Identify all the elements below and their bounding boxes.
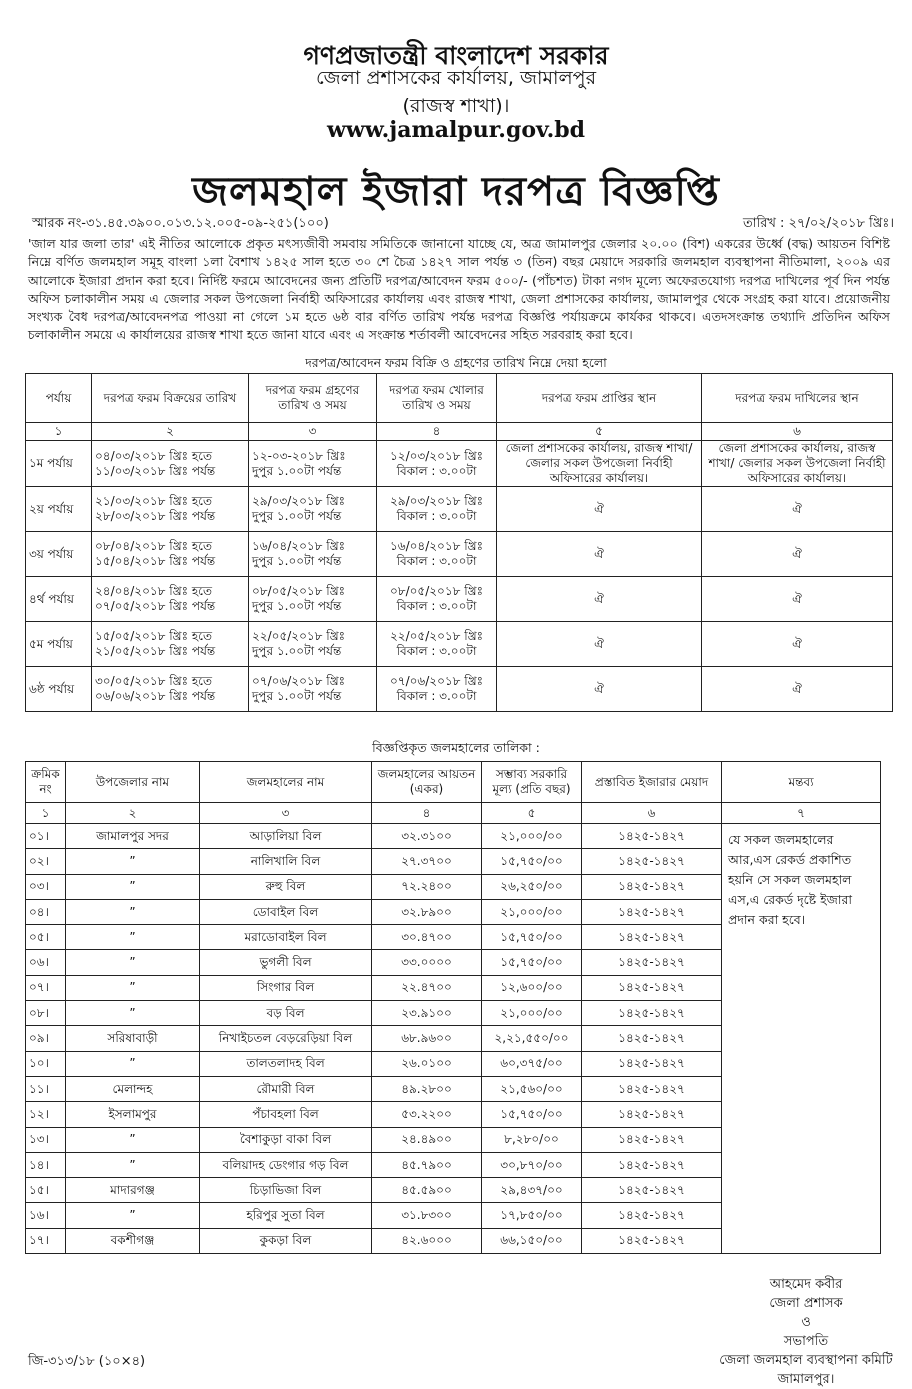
jalmahal-name-cell: ভুগলী বিল (200, 950, 372, 975)
term-cell: ১৪২৫-১৪২৭ (582, 849, 722, 874)
notice-date: তারিখ : ২৭/০২/২০১৮ খ্রিঃ। (742, 216, 894, 231)
term-cell: ১৪২৫-১৪২৭ (582, 1228, 722, 1253)
signatory-name: আহমেদ কবীর (769, 1277, 843, 1292)
area-cell: ৪৫.৭৯০০ (372, 1152, 482, 1177)
term-cell: ১৪২৫-১৪২৭ (582, 1001, 722, 1026)
term-cell: ১৪২৫-১৪২৭ (582, 824, 722, 849)
serial-cell: ০৩। (26, 874, 66, 899)
notice-paragraph: 'জাল যার জলা তার' এই নীতির আলোকে প্রকৃত মৎস্যজীবী সমবায় সমিতিকে জানানো যাচ্ছে যে, অত্র জামালপুর জেলার ২০.০০ (বিশ) একরের উর্ধ্বে (বদ্ধ) আয়তন বিশিষ্ট নিম্নে বর্ণিত জলমহাল সমূহ বাংলা ১লা বৈশাখ ১৪২৫ সাল হতে ৩০ শে চৈত্র ১৪২৭ সাল পর্যন্ত ৩ (তিন) বছর মেয়াদে সরকারি জলমহাল ব্যবস্থাপনা নীতিমালা, ২০০৯ এর আলোকে ইজারা প্রদান করা হবে। নির্দিষ্ট ফরমে আবেদনের জন্য প্রতিটি দরপত্র/আবেদন ফরম ৫০০/- (পাঁচশত) টাকা নগদ মূল্যে অফেরতযোগ্য দরপত্র দাখিলের পূর্ব দিন পর্যন্ত অফিস চলাকালীন সময় এ জেলার সকল উপজেলা নির্বাহী অফিসারের কার্যালয় এবং রাজস্ব শাখা, জেলা প্রশাসকের কার্যালয়, জামালপুর থেকে সংগ্রহ করা যাবে। প্রয়োজনীয় সংখ্যক বৈধ দরপত্র/আবেদনপত্র পাওয়া না গেলে ১ম হতে ৬ষ্ঠ বার বর্ণিত তারিখ পর্যন্ত দরপত্র বিজ্ঞপ্তি পর্যায়ক্রমে কার্যকর থাকবে। এতদসংক্রান্ত তথ্যাদি প্রতিদিন অফিস চলাকালীন সময়ে এ কার্যালয়ের রাজস্ব শাখা হতে জানা যাবে এবং এ সংক্রান্ত শর্তাবলী আবেদনের সহিত সরবরাহ করা হবে। (28, 236, 890, 343)
schedule-header: দরপত্র ফরম প্রাপ্তির স্থান (497, 374, 702, 423)
sale-date-cell (92, 487, 249, 532)
open-date: ২২/০৫/২০১৮ খ্রিঃ (389, 629, 484, 643)
area-cell: ২৩.৯১০০ (372, 1001, 482, 1026)
receive-date-cell (249, 487, 377, 532)
serial-cell: ০৮। (26, 1001, 66, 1026)
sale-date-to: ২১/০৫/২০১৮ খ্রিঃ পর্যন্ত (95, 644, 216, 658)
area-cell: ৩৩.০০০০ (372, 950, 482, 975)
form-submit-place: ঐ (702, 532, 893, 577)
schedule-table (25, 373, 893, 712)
serial-cell: ১১। (26, 1076, 66, 1101)
jalmahal-header: সম্ভাব্য সরকারি মূল্য (প্রতি বছর) (482, 762, 582, 803)
column-number: ৫ (497, 423, 702, 441)
term-cell: ১৪২৫-১৪২৭ (582, 899, 722, 924)
jalmahal-header: ক্রমিক নং (26, 762, 66, 803)
area-cell: ২৭.৩৭০০ (372, 849, 482, 874)
column-number: ২ (92, 423, 249, 441)
open-time: বিকাল : ৩.০০টা (396, 644, 477, 658)
office-name: জেলা প্রশাসকের কার্যালয়, জামালপুর (315, 67, 597, 89)
term-cell: ১৪২৫-১৪২৭ (582, 1026, 722, 1051)
open-date: ১২/০৩/২০১৮ খ্রিঃ (389, 448, 484, 463)
sale-date-to: ০৬/০৬/২০১৮ খ্রিঃ পর্যন্ত (95, 689, 216, 703)
receive-time: দুপুর ১.০০টা পর্যন্ত (252, 463, 342, 478)
upazila-cell: বকশীগঞ্জ (66, 1228, 200, 1253)
term-cell: ১৪২৫-১৪২৭ (582, 874, 722, 899)
form-submit-place: ঐ (702, 487, 893, 532)
receive-date-cell (249, 667, 377, 712)
column-number: ১ (26, 803, 66, 824)
upazila-cell: ” (66, 1051, 200, 1076)
jalmahal-name-cell: চিড়াভিজা বিল (200, 1178, 372, 1203)
area-cell: ৪২.৬০০০ (372, 1228, 482, 1253)
upazila-cell: ” (66, 1152, 200, 1177)
receive-date: ০৮/০৫/২০১৮ খ্রিঃ (252, 584, 346, 598)
sale-date-from: ২১/০৩/২০১৮ খ্রিঃ হতে (95, 494, 212, 508)
serial-cell: ০১। (26, 824, 66, 849)
term-cell: ১৪২৫-১৪২৭ (582, 975, 722, 1000)
table-row (26, 824, 881, 849)
area-cell: ৬৮.৯৬০০ (372, 1026, 482, 1051)
schedule-header: দরপত্র ফরম খোলার তারিখ ও সময় (377, 374, 497, 423)
upazila-cell: ” (66, 1001, 200, 1026)
receive-date: ২২/০৫/২০১৮ খ্রিঃ (252, 629, 346, 643)
schedule-row (26, 441, 893, 487)
price-cell: ৩০,৮৭০/০০ (482, 1152, 582, 1177)
open-date-cell (377, 487, 497, 532)
upazila-cell: ” (66, 925, 200, 950)
form-submit-place: ঐ (702, 667, 893, 712)
jalmahal-name-cell: পঁচাবহলা বিল (200, 1102, 372, 1127)
open-date-cell (377, 667, 497, 712)
upazila-cell: ইসলামপুর (66, 1102, 200, 1127)
term-cell: ১৪২৫-১৪২৭ (582, 1076, 722, 1101)
website-link[interactable]: www.jamalpur.gov.bd (326, 117, 586, 143)
form-get-place: ঐ (497, 532, 702, 577)
upazila-cell: মেলান্দহ (66, 1076, 200, 1101)
open-time: বিকাল : ৩.০০টা (396, 599, 477, 613)
schedule-header: দরপত্র ফরম দাখিলের স্থান (702, 374, 893, 423)
open-date-cell (377, 622, 497, 667)
price-cell: ২,২১,৫৫০/০০ (482, 1026, 582, 1051)
government-title: গণপ্রজাতন্ত্রী বাংলাদেশ সরকার (303, 41, 609, 70)
open-time: বিকাল : ৩.০০টা (396, 509, 477, 523)
upazila-cell: ” (66, 975, 200, 1000)
form-submit-place: ঐ (702, 577, 893, 622)
sale-date-from: ০৪/০৩/২০১৮ খ্রিঃ হতে (95, 448, 212, 463)
open-date: ০৮/০৫/২০১৮ খ্রিঃ (389, 584, 483, 598)
area-cell: ২৪.৪৯০০ (372, 1127, 482, 1152)
schedule-row (26, 532, 893, 577)
schedule-row (26, 487, 893, 532)
open-date: ২৯/০৩/২০১৮ খ্রিঃ (389, 494, 484, 508)
column-number: ৪ (372, 803, 482, 824)
serial-cell: ১৩। (26, 1127, 66, 1152)
upazila-cell: ” (66, 1127, 200, 1152)
open-time: বিকাল : ৩.০০টা (396, 689, 477, 703)
jalmahal-list-title: বিজ্ঞপ্তিকৃত জলমহালের তালিকা : (372, 740, 540, 755)
area-cell: ৪৯.২৮০০ (372, 1076, 482, 1101)
column-number: ৩ (200, 803, 372, 824)
sale-date-to: ১১/০৩/২০১৮ খ্রিঃ পর্যন্ত (95, 463, 216, 478)
form-get-place: ঐ (497, 577, 702, 622)
jalmahal-header: প্রস্তাবিত ইজারার মেয়াদ (582, 762, 722, 803)
signatory-place: জামালপুর। (777, 1372, 835, 1387)
sale-date-from: ২৪/০৪/২০১৮ খ্রিঃ হতে (95, 584, 212, 598)
sale-date-to: ০৭/০৫/২০১৮ খ্রিঃ পর্যন্ত (95, 599, 216, 613)
price-cell: ১৫,৭৫০/০০ (482, 849, 582, 874)
section-name: (রাজস্ব শাখা)। (402, 95, 510, 117)
jalmahal-header: মন্তব্য (722, 762, 881, 803)
phase-cell: ১ম পর্যায় (26, 441, 92, 487)
upazila-cell: সরিষাবাড়ী (66, 1026, 200, 1051)
form-get-place: ঐ (497, 622, 702, 667)
jalmahal-name-cell: রৌমারী বিল (200, 1076, 372, 1101)
jalmahal-rows (26, 824, 881, 1254)
jalmahal-name-cell: মরাডোবাইল বিল (200, 925, 372, 950)
area-cell: ৩১.৮৩০০ (372, 1203, 482, 1228)
signatory-designation: জেলা প্রশাসক (769, 1296, 843, 1311)
price-cell: ৬৬,১৫০/০০ (482, 1228, 582, 1253)
jalmahal-name-cell: নিখাইচতল বেড়রেড়িয়া বিল (200, 1026, 372, 1051)
open-time: বিকাল : ৩.০০টা (396, 463, 477, 478)
term-cell: ১৪২৫-১৪২৭ (582, 1127, 722, 1152)
serial-cell: ০২। (26, 849, 66, 874)
upazila-cell: ” (66, 874, 200, 899)
jalmahal-name-cell: বড় বিল (200, 1001, 372, 1026)
jalmahal-name-cell: সিংগার বিল (200, 975, 372, 1000)
price-cell: ৬০,৩৭৫/০০ (482, 1051, 582, 1076)
receive-date-cell (249, 577, 377, 622)
form-submit-place: ঐ (702, 622, 893, 667)
price-cell: ২১,০০০/০০ (482, 899, 582, 924)
area-cell: ৩২.৮৯০০ (372, 899, 482, 924)
sale-date-to: ১৫/০৪/২০১৮ খ্রিঃ পর্যন্ত (95, 554, 216, 568)
area-cell: ৩০.৪৭০০ (372, 925, 482, 950)
serial-cell: ১০। (26, 1051, 66, 1076)
schedule-title: দরপত্র/আবেদন ফরম বিক্রি ও গ্রহণের তারিখ নিম্নে দেয়া হলো (305, 355, 607, 370)
sale-date-cell (92, 532, 249, 577)
phase-cell: ৬ষ্ঠ পর্যায় (26, 667, 92, 712)
serial-cell: ১৭। (26, 1228, 66, 1253)
form-get-place: ঐ (497, 487, 702, 532)
phase-cell: ৪র্থ পর্যায় (26, 577, 92, 622)
upazila-cell: ” (66, 849, 200, 874)
signatory-and: ও (801, 1315, 811, 1330)
upazila-cell: ” (66, 1203, 200, 1228)
jalmahal-name-cell: রুহু বিল (200, 874, 372, 899)
receive-date-cell (249, 441, 377, 487)
notice-title: জলমহাল ইজারা দরপত্র বিজ্ঞপ্তি (192, 169, 720, 215)
price-cell: ২৯,৪৩৭/০০ (482, 1178, 582, 1203)
upazila-cell: ” (66, 950, 200, 975)
column-number: ৬ (702, 423, 893, 441)
area-cell: ৫৩.২২০০ (372, 1102, 482, 1127)
upazila-cell: জামালপুর সদর (66, 824, 200, 849)
receive-date: ১৬/০৪/২০১৮ খ্রিঃ (252, 539, 346, 553)
jalmahal-name-cell: বলিয়াদহ ডেংগার গড় বিল (200, 1152, 372, 1177)
price-cell: ১৫,৭৫০/০০ (482, 950, 582, 975)
schedule-header: দরপত্র ফরম গ্রহণের তারিখ ও সময় (249, 374, 377, 423)
sale-date-from: ৩০/০৫/২০১৮ খ্রিঃ হতে (95, 674, 212, 688)
column-number: ২ (66, 803, 200, 824)
column-number: ৬ (582, 803, 722, 824)
receive-date: ২৯/০৩/২০১৮ খ্রিঃ (252, 494, 346, 508)
price-cell: ১৫,৭৫০/০০ (482, 1102, 582, 1127)
upazila-cell: ” (66, 899, 200, 924)
receive-time: দুপুর ১.০০টা পর্যন্ত (252, 644, 342, 658)
area-cell: ২২.৪৭০০ (372, 975, 482, 1000)
serial-cell: ০৪। (26, 899, 66, 924)
jalmahal-name-cell: হরিপুর সুতা বিল (200, 1203, 372, 1228)
term-cell: ১৪২৫-১৪২৭ (582, 1203, 722, 1228)
sale-date-cell (92, 622, 249, 667)
signatory-committee: জেলা জলমহাল ব্যবস্থাপনা কমিটি (719, 1353, 893, 1368)
schedule-row (26, 667, 893, 712)
serial-cell: ১৪। (26, 1152, 66, 1177)
sale-date-from: ১৫/০৫/২০১৮ খ্রিঃ হতে (95, 629, 212, 643)
open-time: বিকাল : ৩.০০টা (396, 554, 477, 568)
serial-cell: ০৭। (26, 975, 66, 1000)
jalmahal-table (25, 761, 881, 1254)
phase-cell: ২য় পর্যায় (26, 487, 92, 532)
form-get-place: জেলা প্রশাসকের কার্যালয়, রাজস্ব শাখা/ জেলার সকল উপজেলা নির্বাহী অফিসারের কার্যালয়। (497, 441, 702, 487)
open-date-cell (377, 441, 497, 487)
open-date-cell (377, 577, 497, 622)
jalmahal-name-cell: নালিখালি বিল (200, 849, 372, 874)
sale-date-cell (92, 441, 249, 487)
term-cell: ১৪২৫-১৪২৭ (582, 1051, 722, 1076)
form-submit-place: জেলা প্রশাসকের কার্যালয়, রাজস্ব শাখা/ জেলার সকল উপজেলা নির্বাহী অফিসারের কার্যালয়। (702, 441, 893, 487)
jalmahal-name-cell: আড়ালিয়া বিল (200, 824, 372, 849)
jalmahal-name-cell: ডোবাইল বিল (200, 899, 372, 924)
receive-date: ০৭/০৬/২০১৮ খ্রিঃ (252, 674, 346, 688)
column-number: ৭ (722, 803, 881, 824)
receive-time: দুপুর ১.০০টা পর্যন্ত (252, 689, 342, 703)
term-cell: ১৪২৫-১৪২৭ (582, 950, 722, 975)
jalmahal-name-cell: বৈশাকুড়া বাকা বিল (200, 1127, 372, 1152)
price-cell: ২১,০০০/০০ (482, 1001, 582, 1026)
jalmahal-header: জলমহালের নাম (200, 762, 372, 803)
receive-time: দুপুর ১.০০টা পর্যন্ত (252, 599, 342, 613)
schedule-rows (26, 441, 893, 712)
serial-cell: ০৯। (26, 1026, 66, 1051)
memo-number: স্মারক নং-৩১.৪৫.৩৯০০.০১৩.১২.০০৫-০৯-২৫১(১০০) (32, 216, 329, 231)
price-cell: ২১,৫৬০/০০ (482, 1076, 582, 1101)
open-date: ১৬/০৪/২০১৮ খ্রিঃ (389, 539, 483, 553)
price-cell: ২৬,২৫০/০০ (482, 874, 582, 899)
term-cell: ১৪২৫-১৪২৭ (582, 1152, 722, 1177)
sale-date-from: ০৮/০৪/২০১৮ খ্রিঃ হতে (95, 539, 212, 553)
jalmahal-name-cell: তালতলাদহ বিল (200, 1051, 372, 1076)
price-cell: ১৫,৭৫০/০০ (482, 925, 582, 950)
receive-date-cell (249, 622, 377, 667)
phase-cell: ৩য় পর্যায় (26, 532, 92, 577)
sale-date-to: ২৮/০৩/২০১৮ খ্রিঃ পর্যন্ত (95, 509, 216, 523)
term-cell: ১৪২৫-১৪২৭ (582, 1178, 722, 1203)
serial-cell: ১৫। (26, 1178, 66, 1203)
schedule-row (26, 622, 893, 667)
signatory-role: সভাপতি (783, 1334, 829, 1349)
jalmahal-header: উপজেলার নাম (66, 762, 200, 803)
term-cell: ১৪২৫-১৪২৭ (582, 1102, 722, 1127)
term-cell: ১৪২৫-১৪২৭ (582, 925, 722, 950)
price-cell: ১৭,৮৫০/০০ (482, 1203, 582, 1228)
column-number: ৪ (377, 423, 497, 441)
serial-cell: ০৬। (26, 950, 66, 975)
receive-time: দুপুর ১.০০টা পর্যন্ত (252, 509, 342, 523)
schedule-row (26, 577, 893, 622)
receive-time: দুপুর ১.০০টা পর্যন্ত (252, 554, 342, 568)
column-number: ৫ (482, 803, 582, 824)
column-number: ৩ (249, 423, 377, 441)
open-date-cell (377, 532, 497, 577)
signature-block (700, 1275, 912, 1389)
area-cell: ২৬.০১০০ (372, 1051, 482, 1076)
area-cell: ৩২.৩১০০ (372, 824, 482, 849)
ad-code: জি-৩১৩/১৮ (১০×৪) (28, 1354, 146, 1369)
remarks-cell: যে সকল জলমহালের আর,এস রেকর্ড প্রকাশিত হয়নি সে সকল জলমহাল এস,এ রেকর্ড দৃষ্টে ইজারা প্রদান করা হবে। (722, 824, 881, 1254)
jalmahal-header: জলমহালের আয়তন (একর) (372, 762, 482, 803)
price-cell: ২১,০০০/০০ (482, 824, 582, 849)
area-cell: ৭২.২৪০০ (372, 874, 482, 899)
receive-date-cell (249, 532, 377, 577)
phase-cell: ৫ম পর্যায় (26, 622, 92, 667)
receive-date: ১২-০৩-২০১৮ খ্রিঃ (252, 448, 346, 463)
form-get-place: ঐ (497, 667, 702, 712)
serial-cell: ০৫। (26, 925, 66, 950)
sale-date-cell (92, 577, 249, 622)
jalmahal-name-cell: কুকড়া বিল (200, 1228, 372, 1253)
area-cell: ৪৫.৫৯০০ (372, 1178, 482, 1203)
schedule-header: পর্যায় (26, 374, 92, 423)
sale-date-cell (92, 667, 249, 712)
serial-cell: ১২। (26, 1102, 66, 1127)
price-cell: ১২,৬০০/০০ (482, 975, 582, 1000)
serial-cell: ১৬। (26, 1203, 66, 1228)
open-date: ০৭/০৬/২০১৮ খ্রিঃ (389, 674, 484, 688)
column-number: ১ (26, 423, 92, 441)
schedule-header: দরপত্র ফরম বিক্রয়ের তারিখ (92, 374, 249, 423)
upazila-cell: মাদারগঞ্জ (66, 1178, 200, 1203)
price-cell: ৮,২৮০/০০ (482, 1127, 582, 1152)
